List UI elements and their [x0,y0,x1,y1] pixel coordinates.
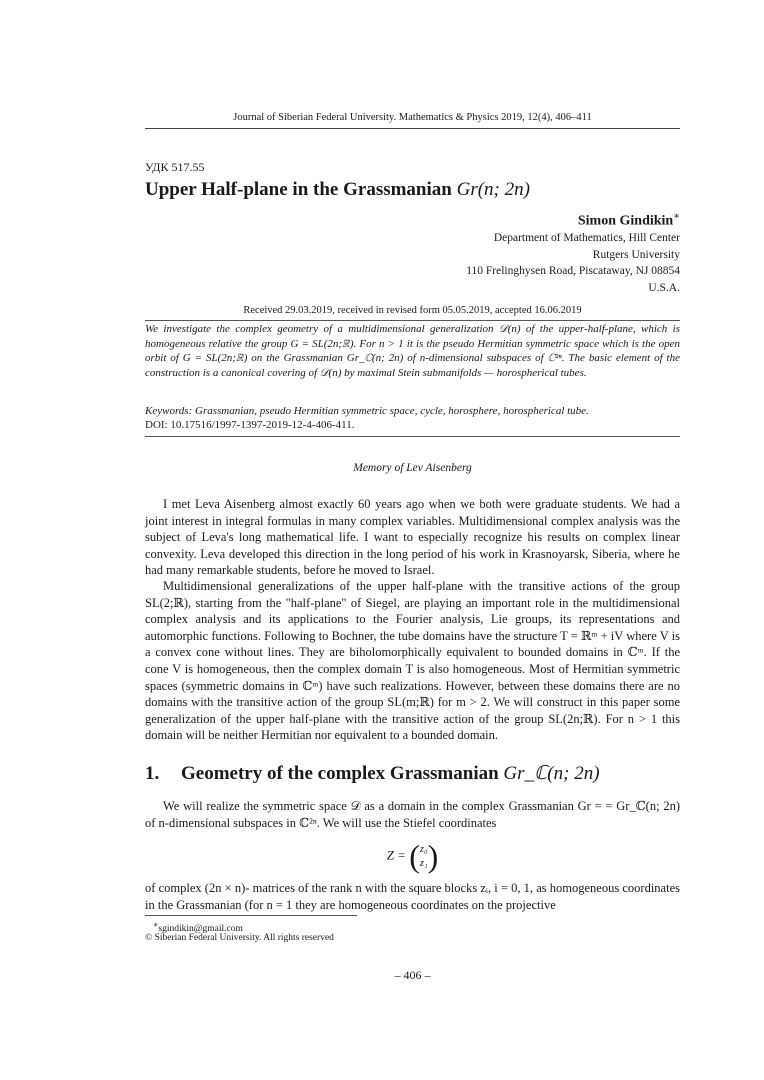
affiliation-line: 110 Frelinghysen Road, Piscataway, NJ 08854 [466,265,680,277]
matrix-bottom: z₁ [419,857,428,869]
paper-title [145,179,530,201]
affiliation-line: Department of Mathematics, Hill Center [493,232,680,244]
doi: DOI: 10.17516/1997-1397-2019-12-4-406-411. [145,419,355,431]
page-number: – 406 – [394,968,431,982]
abstract-bottom-rule [145,436,680,437]
affiliation-line: U.S.A. [648,281,680,294]
right-paren: ) [427,838,439,874]
footnote-copyright: © Siberian Federal University. All rights reserved [145,933,334,943]
matrix-blocks [420,843,428,871]
keywords-text: Grassmanian, pseudo Hermitian symmetric space, cycle, horosphere, horospherical tube. [195,405,589,417]
paragraph-4: of complex (2n × n)- matrices of the rank n with the square blocks zᵢ, i = 0, 1, as homogeneous coordinates in the Grassmanian (for n = 1 they are homogeneous coordinates on the projective [145,881,680,912]
paper-title-text: Upper Half-plane in the Grassmanian [145,179,457,200]
paper-title-math: Gr(n; 2n) [456,179,530,200]
abstract-top-rule [145,320,680,321]
abstract: We investigate the complex geometry of a multidimensional generalization 𝒟(n) of the upper-half-plane, which is homogeneous relative the group G = SL(2n;ℝ). For n > 1 it is the pseudo Hermitian symmetric space which is the open orbit of G = SL(2n;ℝ) on the Grassmanian Gr_ℂ(n; 2n) of n-dimensional subspaces of ℂ²ⁿ. The basic element of the construction is a canonical covering of 𝒟(n) by maximal Stein submanifolds — horospherical tubes. [145,323,680,379]
journal-header: Journal of Siberian Federal University. Mathematics & Physics 2019, 12(4), 406–411 [233,112,592,123]
author-affiliation [466,230,680,296]
stiefel-matrix-equation [145,838,680,875]
section-title: Geometry of the complex Grassmanian [181,763,504,784]
author-name: Simon Gindikin∗ [577,211,680,229]
keywords-label: Keywords: [145,405,193,417]
affiliation-line: Rutgers University [592,248,680,261]
matrix-lhs: Z = [386,847,406,863]
matrix-top: z₀ [419,843,428,855]
left-paren: ( [409,838,420,874]
footnote-rule [145,915,357,916]
section-heading [145,762,600,785]
dedication: Memory of Lev Aisenberg [353,462,472,474]
received-dates: Received 29.03.2019, received in revised form 05.05.2019, accepted 16.06.2019 [243,305,582,316]
author-footnote-marker: ∗ [673,211,680,222]
author-email[interactable]: sgindikin@gmail.com [158,924,243,935]
footnote-marker: ∗ [153,920,159,929]
keywords [145,404,680,419]
paragraph-1: I met Leva Aisenberg almost exactly 60 years ago when we both were graduate students. We had a joint interest in integral formulas in many complex variables. Multidimensional complex analysis was the subject of Leva's long mathematical life. I want to especially recognize his results on complex linear convexity. Leva developed this direction in the long period of his work in Krasnoyarsk, Siberia, where he had many remarkable students, before he moved to Israel. [145,497,680,578]
paragraph-2: Multidimensional generalizations of the upper half-plane with the transitive actions of the group SL(2;ℝ), starting from the "half-plane" of Siegel, are playing an important role in the multidimensional complex analysis and its applications to the Fourier analysis, Lie groups, its representations and automorphic functions. Following to Bochner, the tube domains have the structure T = ℝᵐ + iV where V is a convex cone without lines. They are biholomorphically equivalent to bounded domains in ℂᵐ. If the cone V is homogeneous, then the complex domain T is also homogeneous. Most of Hermitian symmetric spaces (symmetric domains in ℂᵐ) have such realizations. However, between these domains there are no domains with the transitive action of the group SL(m;ℝ) for m > 2. We will construct in this paper some generalization of the upper half-plane with the transitive action of the group SL(2n;ℝ). For n > 1 this domain will be neither Hermitian nor equivalent to a bounded domain. [145,579,680,743]
section-number: 1. [145,763,160,784]
header-rule [145,128,680,129]
section-title-math: Gr_ℂ(n; 2n) [503,763,600,784]
udk-code: УДК 517.55 [145,160,205,174]
paragraph-3: We will realize the symmetric space 𝒟 as a domain in the complex Grassmanian Gr = = Gr_ℂ(n; 2n) of n-dimensional subspaces in ℂ²ⁿ. We will use the Stiefel coordinates [145,799,680,830]
